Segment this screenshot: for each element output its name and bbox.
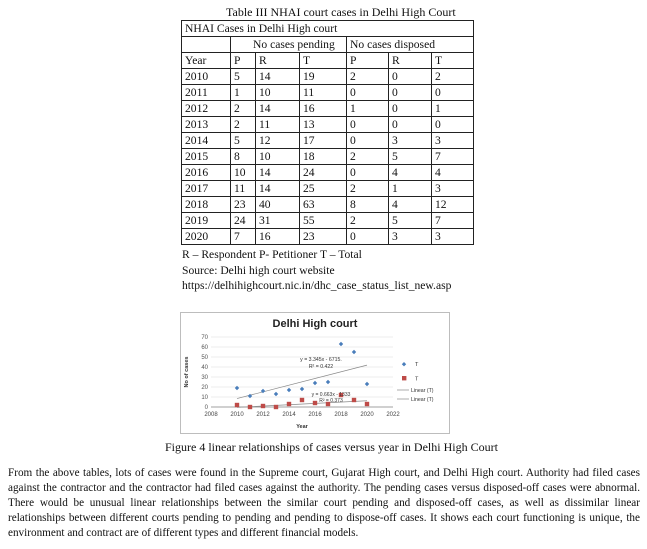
- value-cell: 3: [389, 133, 432, 149]
- value-cell: 0: [389, 85, 432, 101]
- value-cell: 7: [432, 149, 474, 165]
- value-cell: 2: [347, 181, 389, 197]
- data-point-disposed: [313, 401, 317, 405]
- value-cell: 25: [300, 181, 347, 197]
- data-point-pending: [365, 382, 369, 386]
- value-cell: 17: [300, 133, 347, 149]
- value-cell: 2: [432, 69, 474, 85]
- column-header: T: [300, 53, 347, 69]
- value-cell: 10: [231, 165, 256, 181]
- y-tick-label: 10: [201, 395, 208, 401]
- year-cell: 2013: [182, 117, 231, 133]
- y-tick-label: 0: [204, 405, 208, 411]
- value-cell: 3: [389, 229, 432, 245]
- legend-label: T: [415, 362, 419, 368]
- value-cell: 0: [432, 117, 474, 133]
- value-cell: 10: [256, 85, 300, 101]
- table-row: [182, 229, 474, 245]
- table-row: [182, 181, 474, 197]
- value-cell: 7: [432, 213, 474, 229]
- value-cell: 0: [347, 229, 389, 245]
- legend-label: Linear (T): [411, 397, 434, 403]
- x-tick-label: 2020: [360, 412, 374, 418]
- table-row: [182, 69, 474, 85]
- data-point-pending: [326, 380, 330, 384]
- table-row: [182, 85, 474, 101]
- data-point-pending: [352, 350, 356, 354]
- value-cell: 0: [389, 117, 432, 133]
- value-cell: 14: [256, 165, 300, 181]
- value-cell: 5: [389, 213, 432, 229]
- value-cell: 12: [432, 197, 474, 213]
- value-cell: 2: [347, 69, 389, 85]
- data-point-pending: [300, 387, 304, 391]
- x-tick-label: 2012: [256, 412, 270, 418]
- table-column-row: [182, 53, 474, 69]
- value-cell: 11: [231, 181, 256, 197]
- figure-caption: Figure 4 linear relationships of cases versus year in Delhi High Court: [165, 440, 498, 454]
- y-tick-label: 40: [201, 365, 208, 371]
- data-point-pending: [235, 386, 239, 390]
- data-point-pending: [339, 342, 343, 346]
- value-cell: 14: [256, 101, 300, 117]
- table-row: [182, 213, 474, 229]
- body-paragraph: [8, 466, 640, 541]
- value-cell: 7: [231, 229, 256, 245]
- column-header: P: [231, 53, 256, 69]
- trend-equation: y = 0.663x - 1333: [311, 392, 351, 398]
- table-row: [182, 117, 474, 133]
- column-header: R: [389, 53, 432, 69]
- paragraph-text: From the above tables, lots of cases were found in the Supreme court, Gujarat High court, and Delhi High court. Authority had filed cases against the contractor and the contractor had filed cases against the authority. The pending cases versus disposed-off cases were abnormal. There would be unusual linear relationships between the similar court pending and disposed-off cases, as well as dissimilar linear relationships between different courts pending to pending and pending to dispose-off cases. It shows each court functioning is unique, the environment and contract are of different types and different financial models.: [8, 467, 640, 539]
- value-cell: 14: [256, 181, 300, 197]
- delhi-high-court-chart: [181, 313, 449, 433]
- data-point-disposed: [261, 404, 265, 408]
- table-header-cell: NHAI Cases in Delhi High court: [182, 21, 474, 37]
- value-cell: 0: [347, 85, 389, 101]
- value-cell: 2: [231, 101, 256, 117]
- value-cell: 63: [300, 197, 347, 213]
- value-cell: 0: [347, 117, 389, 133]
- value-cell: 1: [231, 85, 256, 101]
- value-cell: 4: [389, 165, 432, 181]
- value-cell: 4: [389, 197, 432, 213]
- value-cell: 55: [300, 213, 347, 229]
- value-cell: 5: [389, 149, 432, 165]
- data-point-disposed: [352, 398, 356, 402]
- chart-container: [180, 312, 450, 434]
- value-cell: 2: [347, 213, 389, 229]
- x-tick-label: 2016: [308, 412, 322, 418]
- source-note: Source: Delhi high court website: [182, 263, 335, 277]
- value-cell: 24: [300, 165, 347, 181]
- value-cell: 1: [347, 101, 389, 117]
- table-notes: [182, 247, 451, 294]
- table-row: [182, 133, 474, 149]
- table-empty-cell: [182, 37, 231, 53]
- value-cell: 5: [231, 133, 256, 149]
- legend-label: T: [415, 376, 419, 383]
- data-point-disposed: [248, 405, 252, 409]
- table-header-row: [182, 21, 474, 37]
- legend-marker-diamond: [402, 362, 406, 366]
- value-cell: 18: [300, 149, 347, 165]
- year-cell: 2014: [182, 133, 231, 149]
- value-cell: 8: [347, 197, 389, 213]
- value-cell: 5: [231, 69, 256, 85]
- value-cell: 2: [347, 149, 389, 165]
- data-point-disposed: [235, 403, 239, 407]
- y-tick-label: 20: [201, 385, 208, 391]
- value-cell: 23: [300, 229, 347, 245]
- value-cell: 24: [231, 213, 256, 229]
- value-cell: 40: [256, 197, 300, 213]
- value-cell: 2: [231, 117, 256, 133]
- value-cell: 0: [347, 165, 389, 181]
- value-cell: 16: [300, 101, 347, 117]
- legend-marker-square: [402, 376, 406, 380]
- year-cell: 2011: [182, 85, 231, 101]
- value-cell: 3: [432, 181, 474, 197]
- year-cell: 2010: [182, 69, 231, 85]
- column-header: T: [432, 53, 474, 69]
- value-cell: 1: [432, 101, 474, 117]
- y-tick-label: 60: [201, 345, 208, 351]
- y-tick-label: 70: [201, 335, 208, 341]
- value-cell: 3: [432, 133, 474, 149]
- y-tick-label: 30: [201, 375, 208, 381]
- value-cell: 0: [389, 69, 432, 85]
- court-cases-table: [181, 20, 474, 245]
- data-point-disposed: [287, 402, 291, 406]
- value-cell: 0: [347, 133, 389, 149]
- table-row: [182, 165, 474, 181]
- column-header: R: [256, 53, 300, 69]
- table-row: [182, 149, 474, 165]
- data-point-pending: [274, 392, 278, 396]
- x-tick-label: 2010: [230, 412, 244, 418]
- data-point-disposed: [274, 405, 278, 409]
- y-axis-label: No of cases: [184, 356, 190, 388]
- value-cell: 16: [256, 229, 300, 245]
- value-cell: 19: [300, 69, 347, 85]
- year-cell: 2019: [182, 213, 231, 229]
- year-cell: 2018: [182, 197, 231, 213]
- value-cell: 4: [432, 165, 474, 181]
- chart-title: Delhi High court: [272, 318, 358, 330]
- trend-r2: R² = 0.373: [319, 398, 343, 404]
- table-group-row: [182, 37, 474, 53]
- year-cell: 2017: [182, 181, 231, 197]
- value-cell: 3: [432, 229, 474, 245]
- value-cell: 11: [256, 117, 300, 133]
- data-point-pending: [313, 381, 317, 385]
- year-cell: 2020: [182, 229, 231, 245]
- data-point-disposed: [300, 398, 304, 402]
- year-cell: 2012: [182, 101, 231, 117]
- value-cell: 1: [389, 181, 432, 197]
- value-cell: 12: [256, 133, 300, 149]
- legend-label: Linear (T): [411, 388, 434, 394]
- trend-r2: R² = 0.422: [308, 364, 334, 370]
- year-cell: 2015: [182, 149, 231, 165]
- year-cell: 2016: [182, 165, 231, 181]
- column-header: Year: [182, 53, 231, 69]
- table-row: [182, 197, 474, 213]
- table-row: [182, 101, 474, 117]
- value-cell: 8: [231, 149, 256, 165]
- value-cell: 13: [300, 117, 347, 133]
- value-cell: 31: [256, 213, 300, 229]
- table-title: Table III NHAI court cases in Delhi High Court: [226, 5, 456, 19]
- value-cell: 14: [256, 69, 300, 85]
- data-point-pending: [287, 388, 291, 392]
- source-url: https://delhihighcourt.nic.in/dhc_case_status_list_new.asp: [182, 279, 452, 292]
- group-header-disposed: No cases disposed: [347, 37, 474, 53]
- trend-equation: y = 3.345x - 6715.: [300, 357, 342, 363]
- x-tick-label: 2014: [282, 412, 296, 418]
- x-tick-label: 2008: [204, 412, 218, 418]
- x-tick-label: 2022: [386, 412, 400, 418]
- value-cell: 10: [256, 149, 300, 165]
- x-tick-label: 2018: [334, 412, 348, 418]
- x-axis-label: Year: [296, 424, 308, 430]
- data-point-disposed: [365, 402, 369, 406]
- column-header: P: [347, 53, 389, 69]
- group-header-pending: No cases pending: [231, 37, 347, 53]
- value-cell: 23: [231, 197, 256, 213]
- value-cell: 0: [389, 101, 432, 117]
- y-tick-label: 50: [201, 355, 208, 361]
- value-cell: 0: [432, 85, 474, 101]
- value-cell: 11: [300, 85, 347, 101]
- legend-note: R – Respondent P- Petitioner T – Total: [182, 248, 362, 261]
